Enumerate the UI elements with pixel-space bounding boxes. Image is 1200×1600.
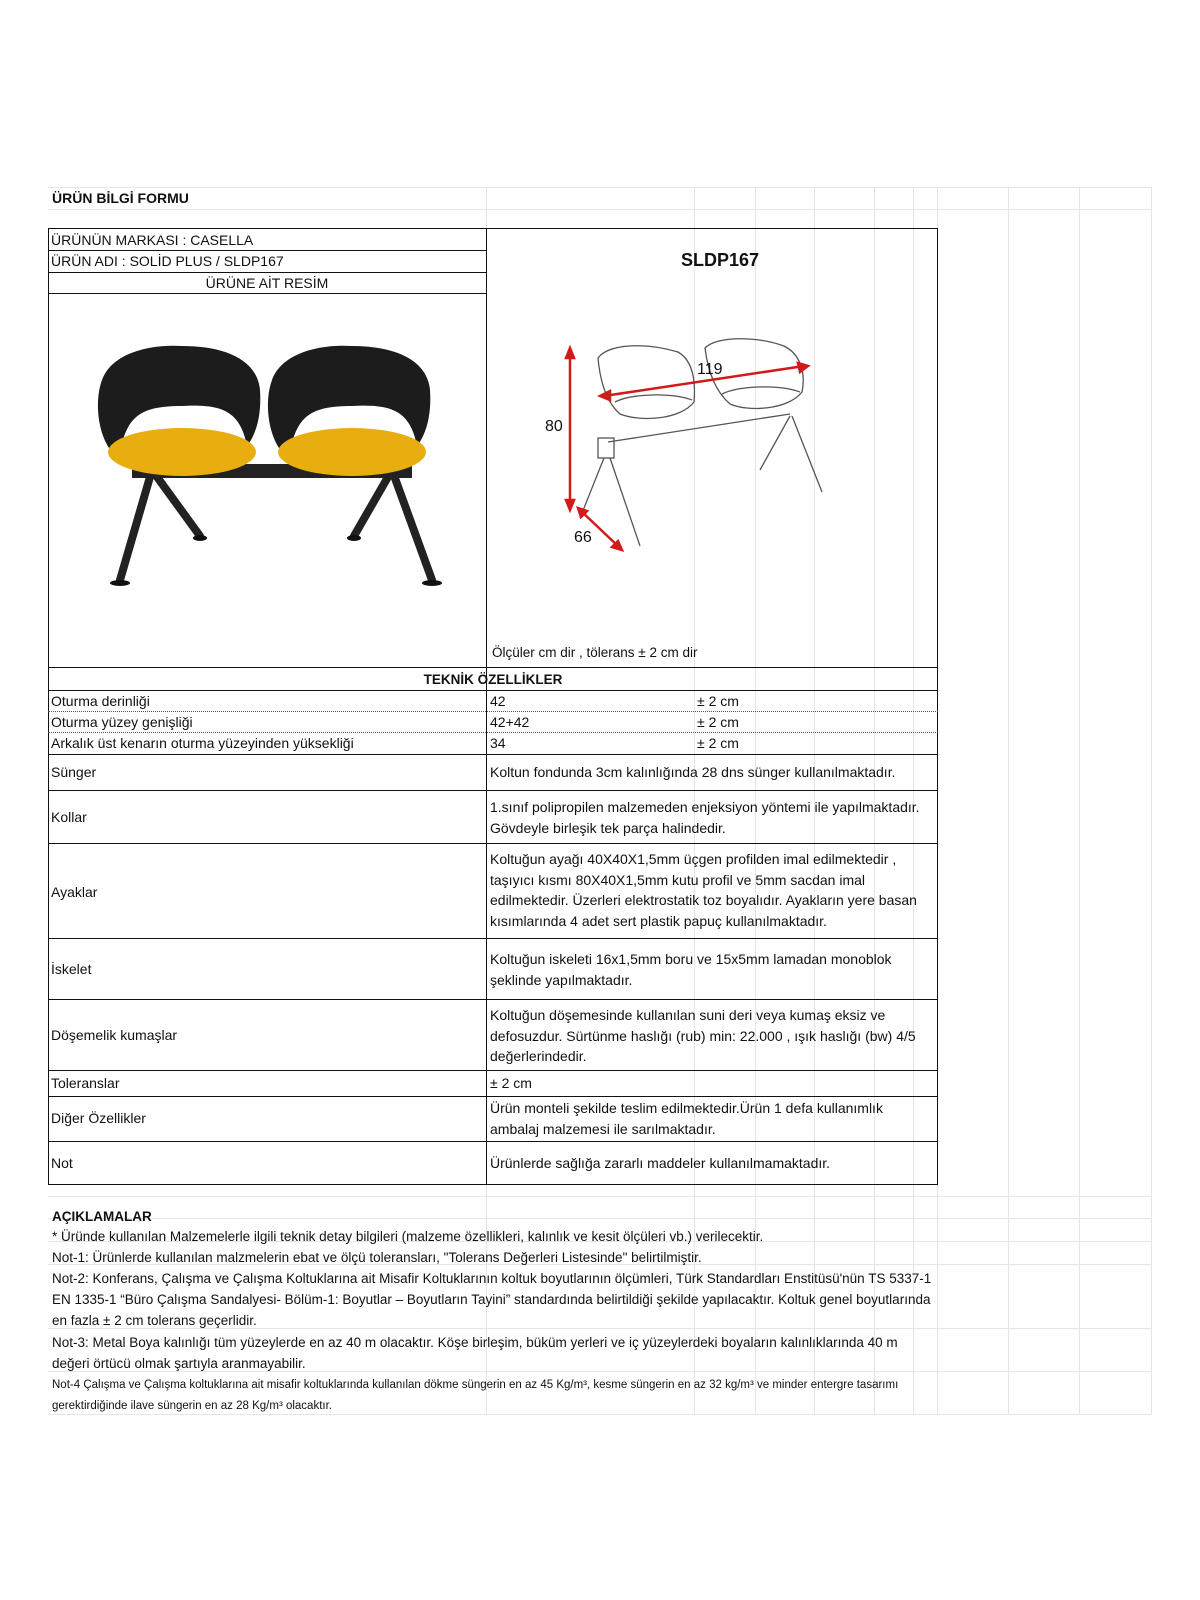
foot-cap <box>110 580 130 586</box>
width-dimension-label: 119 <box>697 361 723 378</box>
row-divider <box>48 938 938 939</box>
measure-value-backrest: 34 <box>490 735 506 751</box>
right-seat-cushion <box>278 428 426 476</box>
measure-value-depth: 42 <box>490 693 506 709</box>
row-divider <box>48 999 938 1000</box>
image-caption: ÜRÜNE AİT RESİM <box>205 275 329 291</box>
grid-line <box>48 209 1152 210</box>
notes-not4: Not-4 Çalışma ve Çalışma koltuklarına ait misafir koltuklarında kullanılan dökme süngerin en az 45 Kg/m³, kesme süngerin en az 32 kg/m³ ve minder entergre tasarımı gerektirdiğinde ilave süngerin en az 28 Kg/m³ olacaktır. <box>52 1379 899 1412</box>
notes-not2: Not-2: Konferans, Çalışma ve Çalışma Koltuklarına ait Misafir Koltuklarının koltuk boyutlarının ölçümleri, Türk Standardları Enstitüsü'nün TS 5337-1 EN 1335-1 “Büro Çalışma Sandalyesi- Bölüm-1: Boyutlar – Boyutların Tayini” standardında belirtildiği şekilde yapılacaktır. Koltuk genel boyutlarında en fazla ± 2 cm tolerans geçerlidir. <box>52 1271 932 1328</box>
notes-title: AÇIKLAMALAR <box>52 1209 152 1224</box>
row-divider <box>48 667 938 668</box>
grid-line <box>48 187 1152 188</box>
spec-label-ayaklar: Ayaklar <box>51 884 98 900</box>
row-divider <box>48 293 486 294</box>
spec-text-not: Ürünlerde sağlığa zararlı maddeler kullanılmamaktadır. <box>490 1155 831 1171</box>
measure-value-width: 42+42 <box>490 714 530 730</box>
depth-dimension-label: 66 <box>574 529 592 546</box>
grid-line <box>48 1196 1152 1197</box>
measure-label-width: Oturma yüzey genişliği <box>51 714 193 730</box>
grid-line <box>1079 187 1080 1415</box>
spec-text-ayaklar: Koltuğun ayağı 40X40X1,5mm üçgen profilden imal edilmektedir , taşıyıcı kısmı 80X40X1,5mm kutu profil ve 5mm sacdan imal edilmektedir. Üzerleri elektrostatik toz boyalıdır. Ayakların yere basan kısımlarında 4 adet sert plastik papuç kullanılmaktadır. <box>490 851 917 929</box>
spec-label-toleranslar: Toleranslar <box>51 1075 120 1091</box>
spec-label-sunger: Sünger <box>51 764 97 780</box>
spec-text-kollar: 1.sınıf polipropilen malzemeden enjeksiyon yöntemi ile yapılmaktadır. Gövdeyle birleşik tek parça halindedir. <box>490 799 920 836</box>
cell-divider <box>486 228 487 272</box>
row-divider <box>48 1070 938 1071</box>
left-seat-cushion <box>108 428 256 476</box>
grid-line <box>1008 187 1009 1415</box>
notes-star: * Üründe kullanılan Malzemelerle ilgili teknik detay bilgileri (malzeme özellikleri, kalınlık ve kesit ölçüleri vb.) verilecektir. <box>52 1229 764 1244</box>
foot-cap <box>422 580 442 586</box>
spec-label-not: Not <box>51 1155 73 1171</box>
spec-label-diger: Diğer Özellikler <box>51 1110 146 1126</box>
product-name-line: ÜRÜN ADI : SOLİD PLUS / SLDP167 <box>51 253 284 269</box>
brand-line: ÜRÜNÜN MARKASI : CASELLA <box>51 232 254 248</box>
specs-header: TEKNİK ÖZELLİKLER <box>423 672 563 687</box>
height-dimension-label: 80 <box>545 418 563 435</box>
spec-text-toleranslar: ± 2 cm <box>490 1075 532 1091</box>
column-divider <box>486 272 487 1185</box>
spec-text-sunger: Koltun fondunda 3cm kalınlığında 28 dns sünger kullanılmaktadır. <box>490 764 896 780</box>
grid-line <box>1151 187 1152 1415</box>
model-code: SLDP167 <box>680 250 760 270</box>
notes-not3: Not-3: Metal Boya kalınlığı tüm yüzeylerde en az 40 m olacaktır. Köşe birleşim, büküm yerleri ve iç yüzeylerdeki boyaların kalınlıklarında 40 m değeri örtücü olmak şartıyla aranmayabilir. <box>52 1335 898 1371</box>
spec-text-diger: Ürün monteli şekilde teslim edilmektedir.Ürün 1 defa kullanımlık ambalaj malzemesi ile sarılmaktadır. <box>490 1100 883 1137</box>
measure-tolerance-backrest: ± 2 cm <box>697 735 739 751</box>
spec-label-dosemelik: Döşemelik kumaşlar <box>51 1027 178 1043</box>
form-title: ÜRÜN BİLGİ FORMU <box>52 190 189 206</box>
dimension-note: Ölçüler cm dir , tölerans ± 2 cm dir <box>492 645 698 660</box>
product-photo <box>92 340 452 600</box>
measure-tolerance-depth: ± 2 cm <box>697 693 739 709</box>
row-divider <box>48 754 938 755</box>
measure-tolerance-width: ± 2 cm <box>697 714 739 730</box>
row-divider <box>48 843 938 844</box>
row-divider <box>48 790 938 791</box>
spec-text-dosemelik: Koltuğun döşemesinde kullanılan suni deri veya kumaş eksiz ve defosuzdur. Sürtünme haslığı (rub) min: 22.000 , ışık haslığı (bw) 4/5 değerlerindedir. <box>490 1007 916 1064</box>
foot-cap <box>347 535 361 541</box>
spec-text-iskelet: Koltuğun iskeleti 16x1,5mm boru ve 15x5mm lamadan monoblok şeklinde yapılmaktadır. <box>490 951 892 988</box>
foot-cap <box>193 535 207 541</box>
notes-not1: Not-1: Ürünlerde kullanılan malzmelerin ebat ve ölçü toleransları, "Tolerans Değerleri Listesinde" belirtilmiştir. <box>52 1250 702 1265</box>
chair-frame <box>120 470 432 580</box>
spec-label-kollar: Kollar <box>51 809 87 825</box>
spec-label-iskelet: İskelet <box>51 961 92 977</box>
measure-label-depth: Oturma derinliği <box>51 693 150 709</box>
grid-line <box>48 1218 1152 1219</box>
measure-label-backrest: Arkalık üst kenarın oturma yüzeyinden yüksekliği <box>51 735 354 751</box>
row-divider <box>48 1096 938 1097</box>
row-divider <box>48 1141 938 1142</box>
